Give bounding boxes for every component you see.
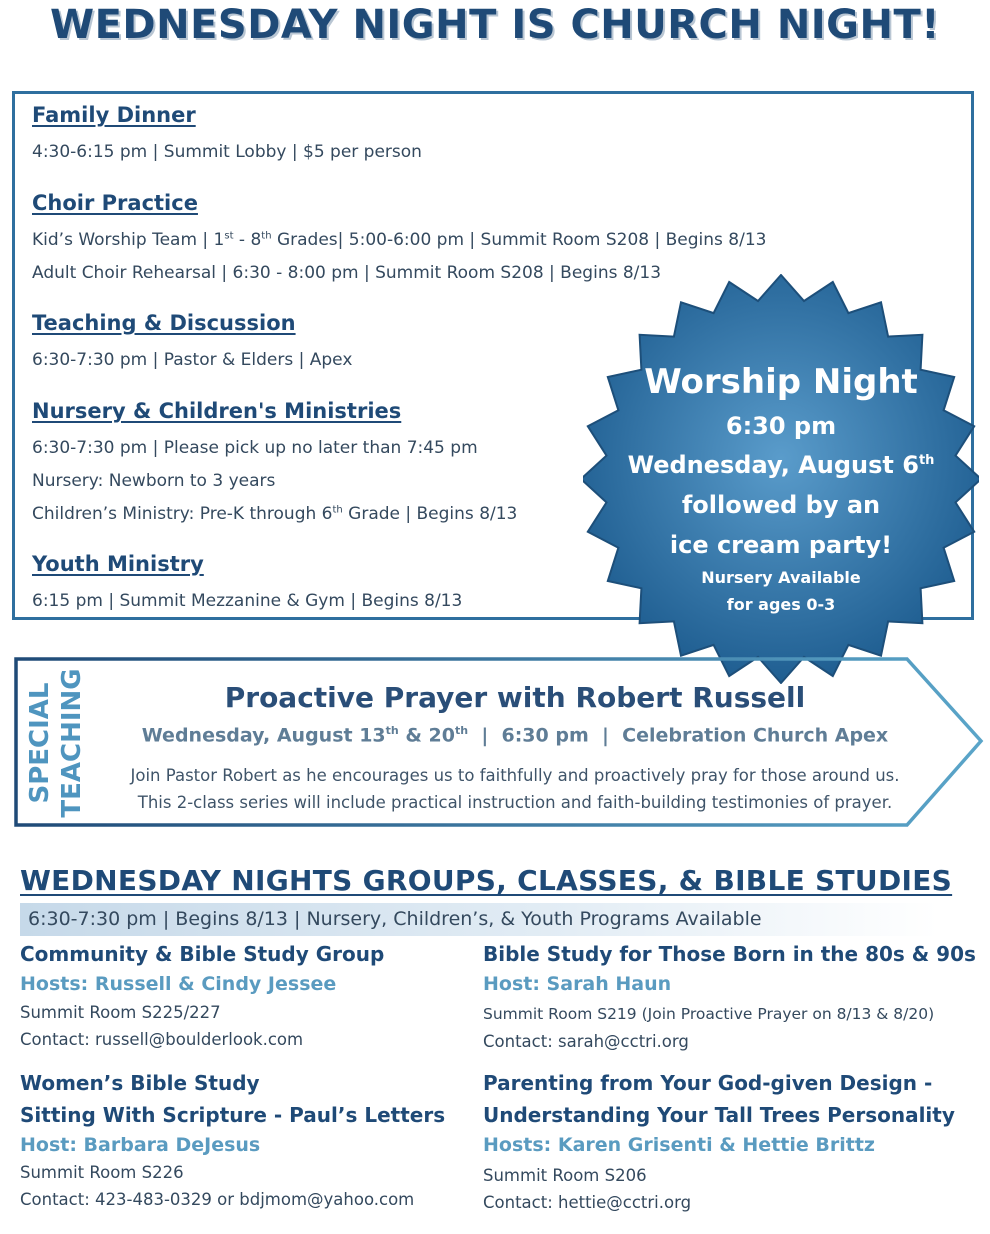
born-80s-title: Bible Study for Those Born in the 80s & 90s bbox=[483, 942, 976, 966]
special-teaching-desc-line1: Join Pastor Robert as he encourages us to faithfully and proactively pray for those around us. bbox=[130, 766, 900, 785]
womens-study-title: Women’s Bible Study bbox=[20, 1071, 260, 1095]
nursery-childrens-heading: Nursery & Children's Ministries bbox=[32, 399, 402, 423]
special-teaching-label bbox=[20, 668, 95, 818]
teaching-discussion-details: 6:30-7:30 pm | Pastor & Elders | Apex bbox=[32, 350, 353, 370]
parenting-contact: Contact: hettie@cctri.org bbox=[483, 1193, 692, 1212]
youth-ministry-details: 6:15 pm | Summit Mezzanine & Gym | Begins 8/13 bbox=[32, 591, 463, 611]
choir-practice-heading: Choir Practice bbox=[32, 191, 198, 215]
family-dinner-details: 4:30-6:15 pm | Summit Lobby | $5 per person bbox=[32, 142, 422, 162]
special-teaching-date: Wednesday, August 13th & 20th | 6:30 pm | Celebration Church Apex bbox=[141, 724, 889, 747]
womens-study-host: Host: Barbara DeJesus bbox=[20, 1134, 261, 1156]
community-group-title: Community & Bible Study Group bbox=[20, 942, 385, 966]
childrens-ministry-details: Children’s Ministry: Pre-K through 6th Grade | Begins 8/13 bbox=[32, 504, 518, 524]
community-group-hosts: Hosts: Russell & Cindy Jessee bbox=[20, 973, 337, 995]
womens-study-subtitle: Sitting With Scripture - Paul’s Letters bbox=[20, 1103, 446, 1127]
nursery-time-details: 6:30-7:30 pm | Please pick up no later than 7:45 pm bbox=[32, 438, 478, 458]
worship-night-followed: followed by an bbox=[681, 491, 881, 519]
parenting-title: Parenting from Your God-given Design - bbox=[483, 1071, 933, 1095]
worship-night-time: 6:30 pm bbox=[725, 412, 837, 440]
worship-night-nursery: Nursery Available bbox=[701, 568, 861, 587]
born-80s-room: Summit Room S219 (Join Proactive Prayer on 8/13 & 8/20) bbox=[483, 1005, 935, 1023]
community-group-contact: Contact: russell@boulderlook.com bbox=[20, 1030, 304, 1049]
special-label-text: SPECIAL bbox=[25, 682, 55, 804]
nursery-age-details: Nursery: Newborn to 3 years bbox=[32, 471, 276, 491]
page-title: WEDNESDAY NIGHT IS CHURCH NIGHT! bbox=[49, 2, 941, 48]
womens-study-contact: Contact: 423-483-0329 or bdjmom@yahoo.com bbox=[20, 1190, 415, 1209]
womens-study-room: Summit Room S226 bbox=[20, 1163, 184, 1182]
worship-night-badge bbox=[583, 274, 979, 684]
parenting-room: Summit Room S206 bbox=[483, 1166, 647, 1185]
teaching-discussion-heading: Teaching & Discussion bbox=[32, 311, 296, 335]
kids-worship-team-details: Kid’s Worship Team | 1st - 8th Grades| 5:00-6:00 pm | Summit Room S208 | Begins 8/13 bbox=[32, 230, 767, 250]
special-teaching-desc-line2: This 2-class series will include practical instruction and faith-building testimonies of prayer. bbox=[137, 793, 893, 812]
worship-night-nursery-ages: for ages 0-3 bbox=[726, 595, 836, 614]
youth-ministry-heading: Youth Ministry bbox=[32, 552, 204, 576]
groups-heading: WEDNESDAY NIGHTS GROUPS, CLASSES, & BIBLE STUDIES bbox=[20, 864, 953, 897]
parenting-hosts: Hosts: Karen Grisenti & Hettie Brittz bbox=[483, 1134, 875, 1156]
worship-night-title: Worship Night bbox=[644, 362, 918, 402]
community-group-room: Summit Room S225/227 bbox=[20, 1003, 221, 1022]
worship-night-date: Wednesday, August 6th bbox=[627, 451, 935, 479]
worship-night-ice-cream: ice cream party! bbox=[669, 531, 893, 559]
teaching-label-text: TEACHING bbox=[57, 668, 87, 818]
born-80s-host: Host: Sarah Haun bbox=[483, 973, 672, 995]
special-teaching-description bbox=[100, 762, 930, 816]
parenting-subtitle: Understanding Your Tall Trees Personality bbox=[483, 1103, 955, 1127]
groups-subheading: 6:30-7:30 pm | Begins 8/13 | Nursery, Children’s, & Youth Programs Available bbox=[20, 903, 938, 936]
born-80s-contact: Contact: sarah@cctri.org bbox=[483, 1032, 689, 1051]
special-teaching-title: Proactive Prayer with Robert Russell bbox=[224, 681, 806, 714]
adult-choir-details: Adult Choir Rehearsal | 6:30 - 8:00 pm | Summit Room S208 | Begins 8/13 bbox=[32, 263, 662, 283]
family-dinner-heading: Family Dinner bbox=[32, 103, 196, 127]
